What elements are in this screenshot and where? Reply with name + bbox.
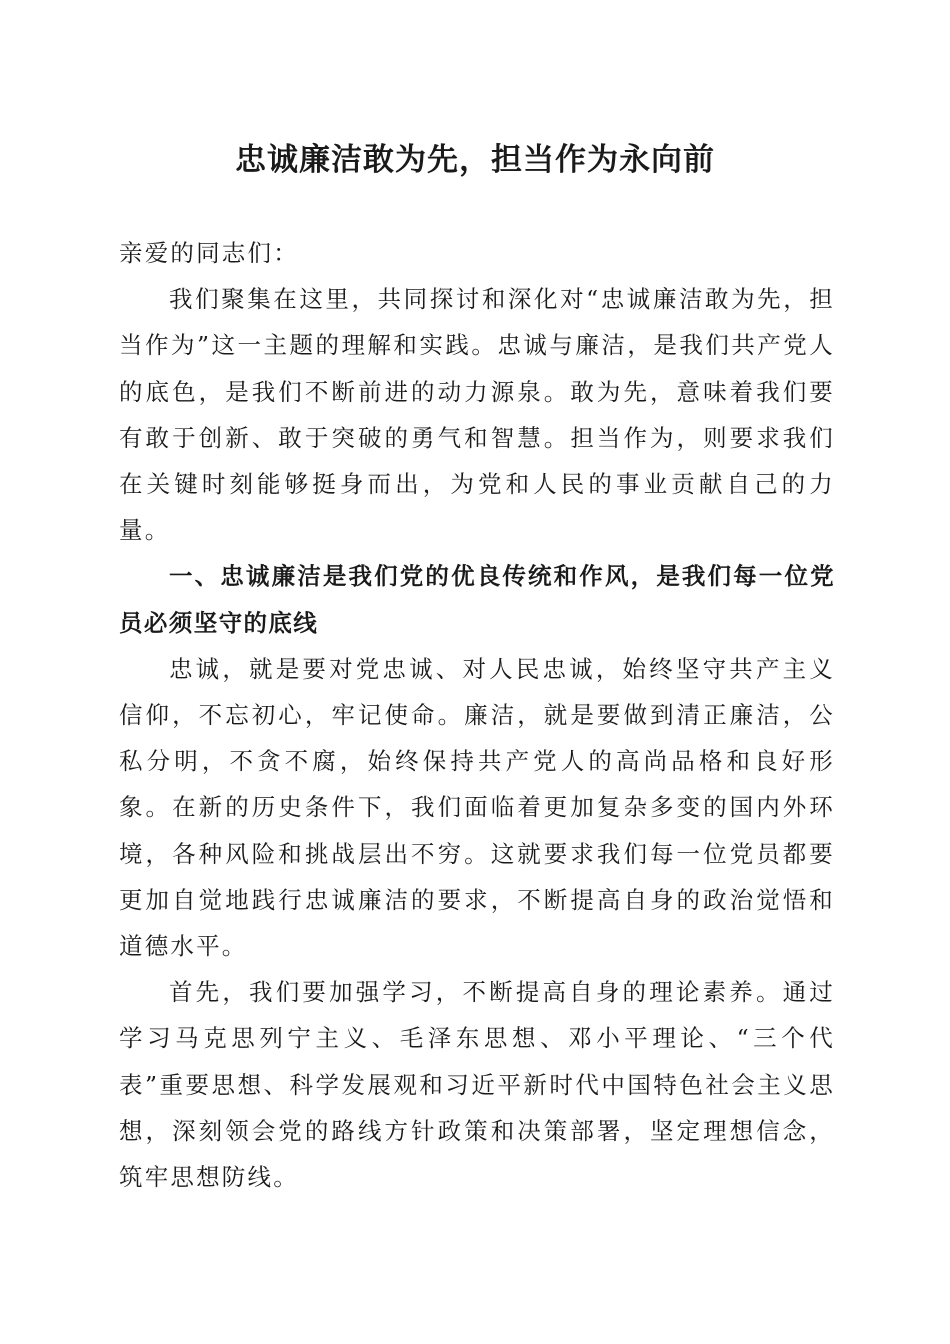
first-point-paragraph: 首先，我们要加强学习，不断提高自身的理论素养。通过学习马克思列宁主义、毛泽东思想、邓小平理论、“三个代表”重要思想、科学发展观和习近平新时代中国特色社会主义思想，深刻领会党的路线方针政策和决策部署，坚定理想信念，筑牢思想防线。 <box>119 978 835 1192</box>
section-paragraph: 忠诚，就是要对党忠诚、对人民忠诚，始终坚守共产主义信仰，不忘初心，牢记使命。廉洁，就是要做到清正廉洁，公私分明，不贪不腐，始终保持共产党人的高尚品格和良好形象。在新的历史条件下，我们面临着更加复杂多变的国内外环境，各种风险和挑战层出不穷。这就要求我们每一位党员都要更加自觉地践行忠诚廉洁的要求，不断提高自身的政治觉悟和道德水平。 <box>119 654 835 961</box>
intro-paragraph: 我们聚集在这里，共同探讨和深化对“忠诚廉洁敢为先，担当作为”这一主题的理解和实践。忠诚与廉洁，是我们共产党人的底色，是我们不断前进的动力源泉。敢为先，意味着我们要有敢于创新、敢于突破的勇气和智慧。担当作为，则要求我们在关键时刻能够挺身而出，为党和人民的事业贡献自己的力量。 <box>119 285 835 545</box>
salutation: 亲爱的同志们： <box>119 239 299 267</box>
document-title: 忠诚廉洁敢为先，担当作为永向前 <box>235 142 715 178</box>
section-heading: 一、忠诚廉洁是我们党的优良传统和作风，是我们每一位党员必须坚守的底线 <box>119 562 835 637</box>
document-body <box>119 230 835 1200</box>
